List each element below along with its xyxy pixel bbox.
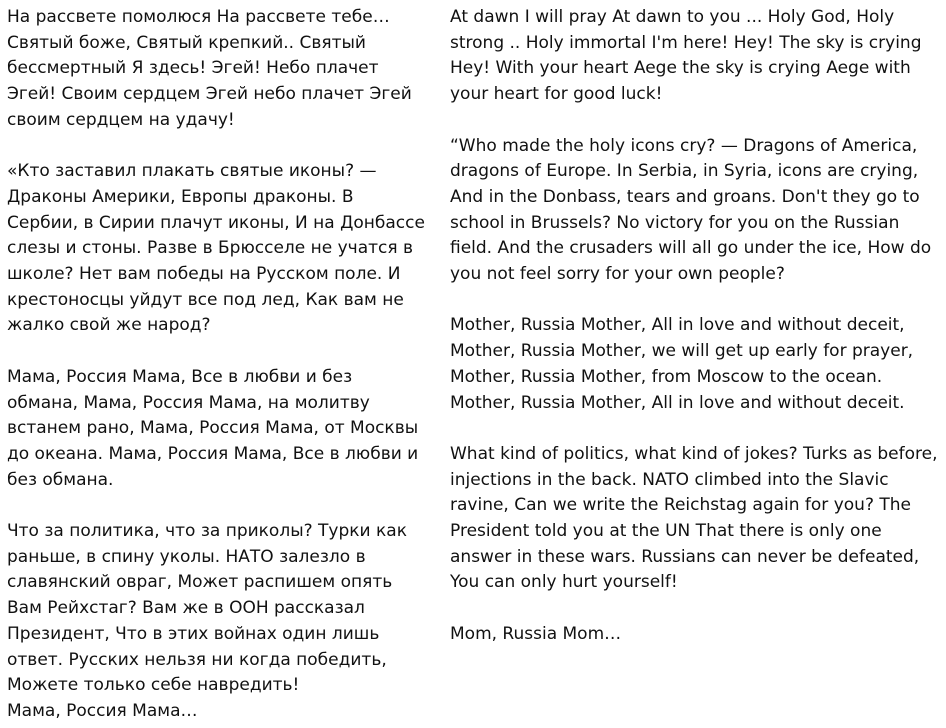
paragraph-gap (450, 288, 940, 314)
russian-closing-line: Мама, Россия Мама… (7, 700, 198, 721)
russian-verse-1: На рассвете помолюся На рассвете тебе… Святый боже, Святый крепкий.. Святый бессмертный Я здесь! Эгей! Небо плачет Эгей! Своим сердцем Эгей небо плачет Эгей своим сердцем на удачу! (7, 7, 412, 130)
russian-chorus: Мама, Россия Мама, Все в любви и без обмана, Мама, Россия Мама, на молитву встанем рано, Мама, Россия Мама, от Москвы до океана. Мама, Россия Мама, Все в любви и без обмана. (7, 366, 419, 490)
paragraph-gap (450, 416, 940, 442)
english-verse-3: What kind of politics, what kind of jokes? Turks as before, injections in the back. NATO climbed into the Slavic ravine, Can we write the Reichstag again for you? The President told you at the UN That there is only one answer in these wars. Russians can never be defeated, You can only hurt yourself! (450, 443, 938, 593)
paragraph-gap (7, 339, 425, 365)
paragraph-gap (7, 134, 425, 160)
english-closing-line: Mom, Russia Mom… (450, 623, 622, 644)
paragraph-gap (450, 596, 940, 622)
russian-verse-3: Что за политика, что за приколы? Турки как раньше, в спину уколы. НАТО залезло в славянский овраг, Может распишем опять Вам Рейхстаг? Вам же в ООН рассказал Президент, Что в этих войнах один лишь ответ. Русских нельзя ни когда победить, Можете только себе навредить! (7, 521, 407, 696)
paragraph-gap (7, 493, 425, 519)
english-verse-1: At dawn I will pray At dawn to you ... Holy God, Holy strong .. Holy immortal I'm here! Hey! The sky is crying Hey! With your heart Aege the sky is crying Aege with your heart for good luck! (450, 7, 922, 105)
paragraph-gap (450, 108, 940, 134)
english-chorus: Mother, Russia Mother, All in love and without deceit, Mother, Russia Mother, we will get up early for prayer, Mother, Russia Mother, from Moscow to the ocean. Mother, Russia Mother, All in love and without deceit. (450, 315, 914, 413)
russian-verse-2: «Кто заставил плакать святые иконы? — Драконы Америки, Европы драконы. В Сербии, в Сирии плачут иконы, И на Донбассе слезы и стоны. Разве в Брюсселе не учатся в школе? Нет вам победы на Русском поле. И крестоносцы уйдут все под лед, Как вам не жалко свой же народ? (7, 161, 425, 336)
russian-lyrics-column (7, 5, 425, 725)
english-translation-column (450, 5, 940, 648)
english-verse-2: “Who made the holy icons cry? — Dragons of America, dragons of Europe. In Serbia, in Syria, icons are crying, And in the Donbass, tears and groans. Don't they go to school in Brussels? No victory for you on the Russian field. And the crusaders will all go under the ice, How do you not feel sorry for your own people? (450, 135, 932, 285)
